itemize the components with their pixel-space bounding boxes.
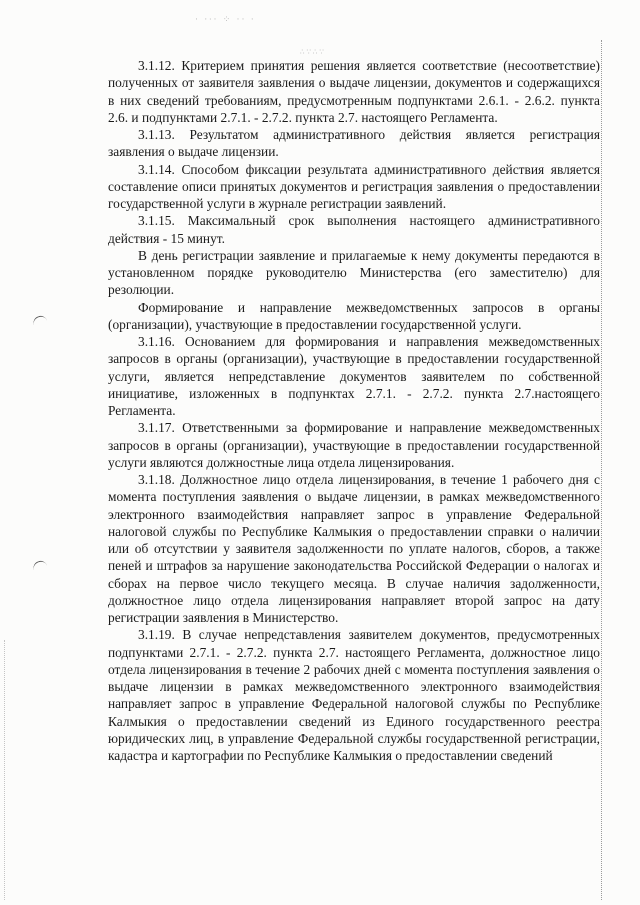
scan-artifact: ∴∵∴∵ [300, 48, 326, 56]
document-body [108, 57, 600, 764]
paragraph-3-1-15: 3.1.15. Максимальный срок выполнения настоящего административного действия - 15 минут. [108, 213, 600, 246]
paragraph-3-1-18: 3.1.18. Должностное лицо отдела лицензирования, в течение 1 рабочего дня с момента поступления заявления о выдаче лицензии, в рамках межведомственного электронного взаимодействия направляет запрос в управление Федеральной налоговой службы по Республике Калмыкия о предоставлении справки о наличии или об отсутствии у заявителя задолженности по уплате налогов, сборов, а также пеней и штрафов за нарушение законодательства Российской Федерации о налогах и сборах на первое число текущего месяца. В случае наличия задолженности, должностное лицо отдела лицензирования направляет второй запрос на дату регистрации заявления в Министерство. [108, 472, 600, 625]
section-heading-interagency-requests: Формирование и направление межведомственных запросов в органы (организации), участвующие в предоставлении государственной услуги. [108, 299, 600, 332]
paragraph-3-1-16: 3.1.16. Основанием для формирования и направления межведомственных запросов в органы (организации), участвующие в предоставлении государственной услуги, является непредставление документов заявителем по собственной инициативе, изложенных в подпунктах 2.7.1. - 2.7.2. пункта 2.7.настоящего Регламента. [108, 334, 600, 418]
paragraph-3-1-13: 3.1.13. Результатом административного действия является регистрация заявления о выдаче лицензии. [108, 127, 600, 160]
paragraph-3-1-12: 3.1.12. Критерием принятия решения является соответствие (несоответствие) полученных от заявителя заявления о выдаче лицензии, документов и содержащихся в них сведений требованиям, предусмотренным подпунктами 2.6.1. - 2.6.2. пункта 2.6. и подпунктами 2.7.1. - 2.7.2. пункта 2.7. настоящего Регламента. [108, 58, 600, 125]
punch-hole-mark [32, 314, 49, 329]
scan-artifact: · ·∙· ⁘ ·· · [195, 14, 256, 24]
scan-edge-line [4, 640, 5, 900]
punch-hole-mark [32, 559, 49, 574]
paragraph-3-1-19: 3.1.19. В случае непредставления заявителем документов, предусмотренных подпунктами 2.7.1. - 2.7.2. пункта 2.7. настоящего Регламента, должностное лицо отдела лицензирования в течение 2 рабочих дней с момента поступления заявления о выдаче лицензии в рамках межведомственного электронного взаимодействия направляет запрос в управление Федеральной налоговой службы по Республике Калмыкия о предоставлении сведений из Единого государственного реестра юридических лиц, в управление Федеральной службы государственной регистрации, кадастра и картографии по Республике Калмыкия о предоставлении сведений [108, 627, 600, 763]
paragraph-3-1-17: 3.1.17. Ответственными за формирование и направление межведомственных запросов в органы (организации), участвующие в предоставлении государственной услуги являются должностные лица отдела лицензирования. [108, 420, 600, 470]
paragraph-3-1-14: 3.1.14. Способом фиксации результата административного действия является составление описи принятых документов и регистрация заявления о предоставлении государственной услуги в журнале регистрации заявлений. [108, 161, 600, 211]
paragraph-registration-day: В день регистрации заявление и прилагаемые к нему документы передаются в установленном порядке руководителю Министерства (его заместителю) для резолюции. [108, 247, 600, 298]
scan-edge-line [601, 40, 602, 900]
